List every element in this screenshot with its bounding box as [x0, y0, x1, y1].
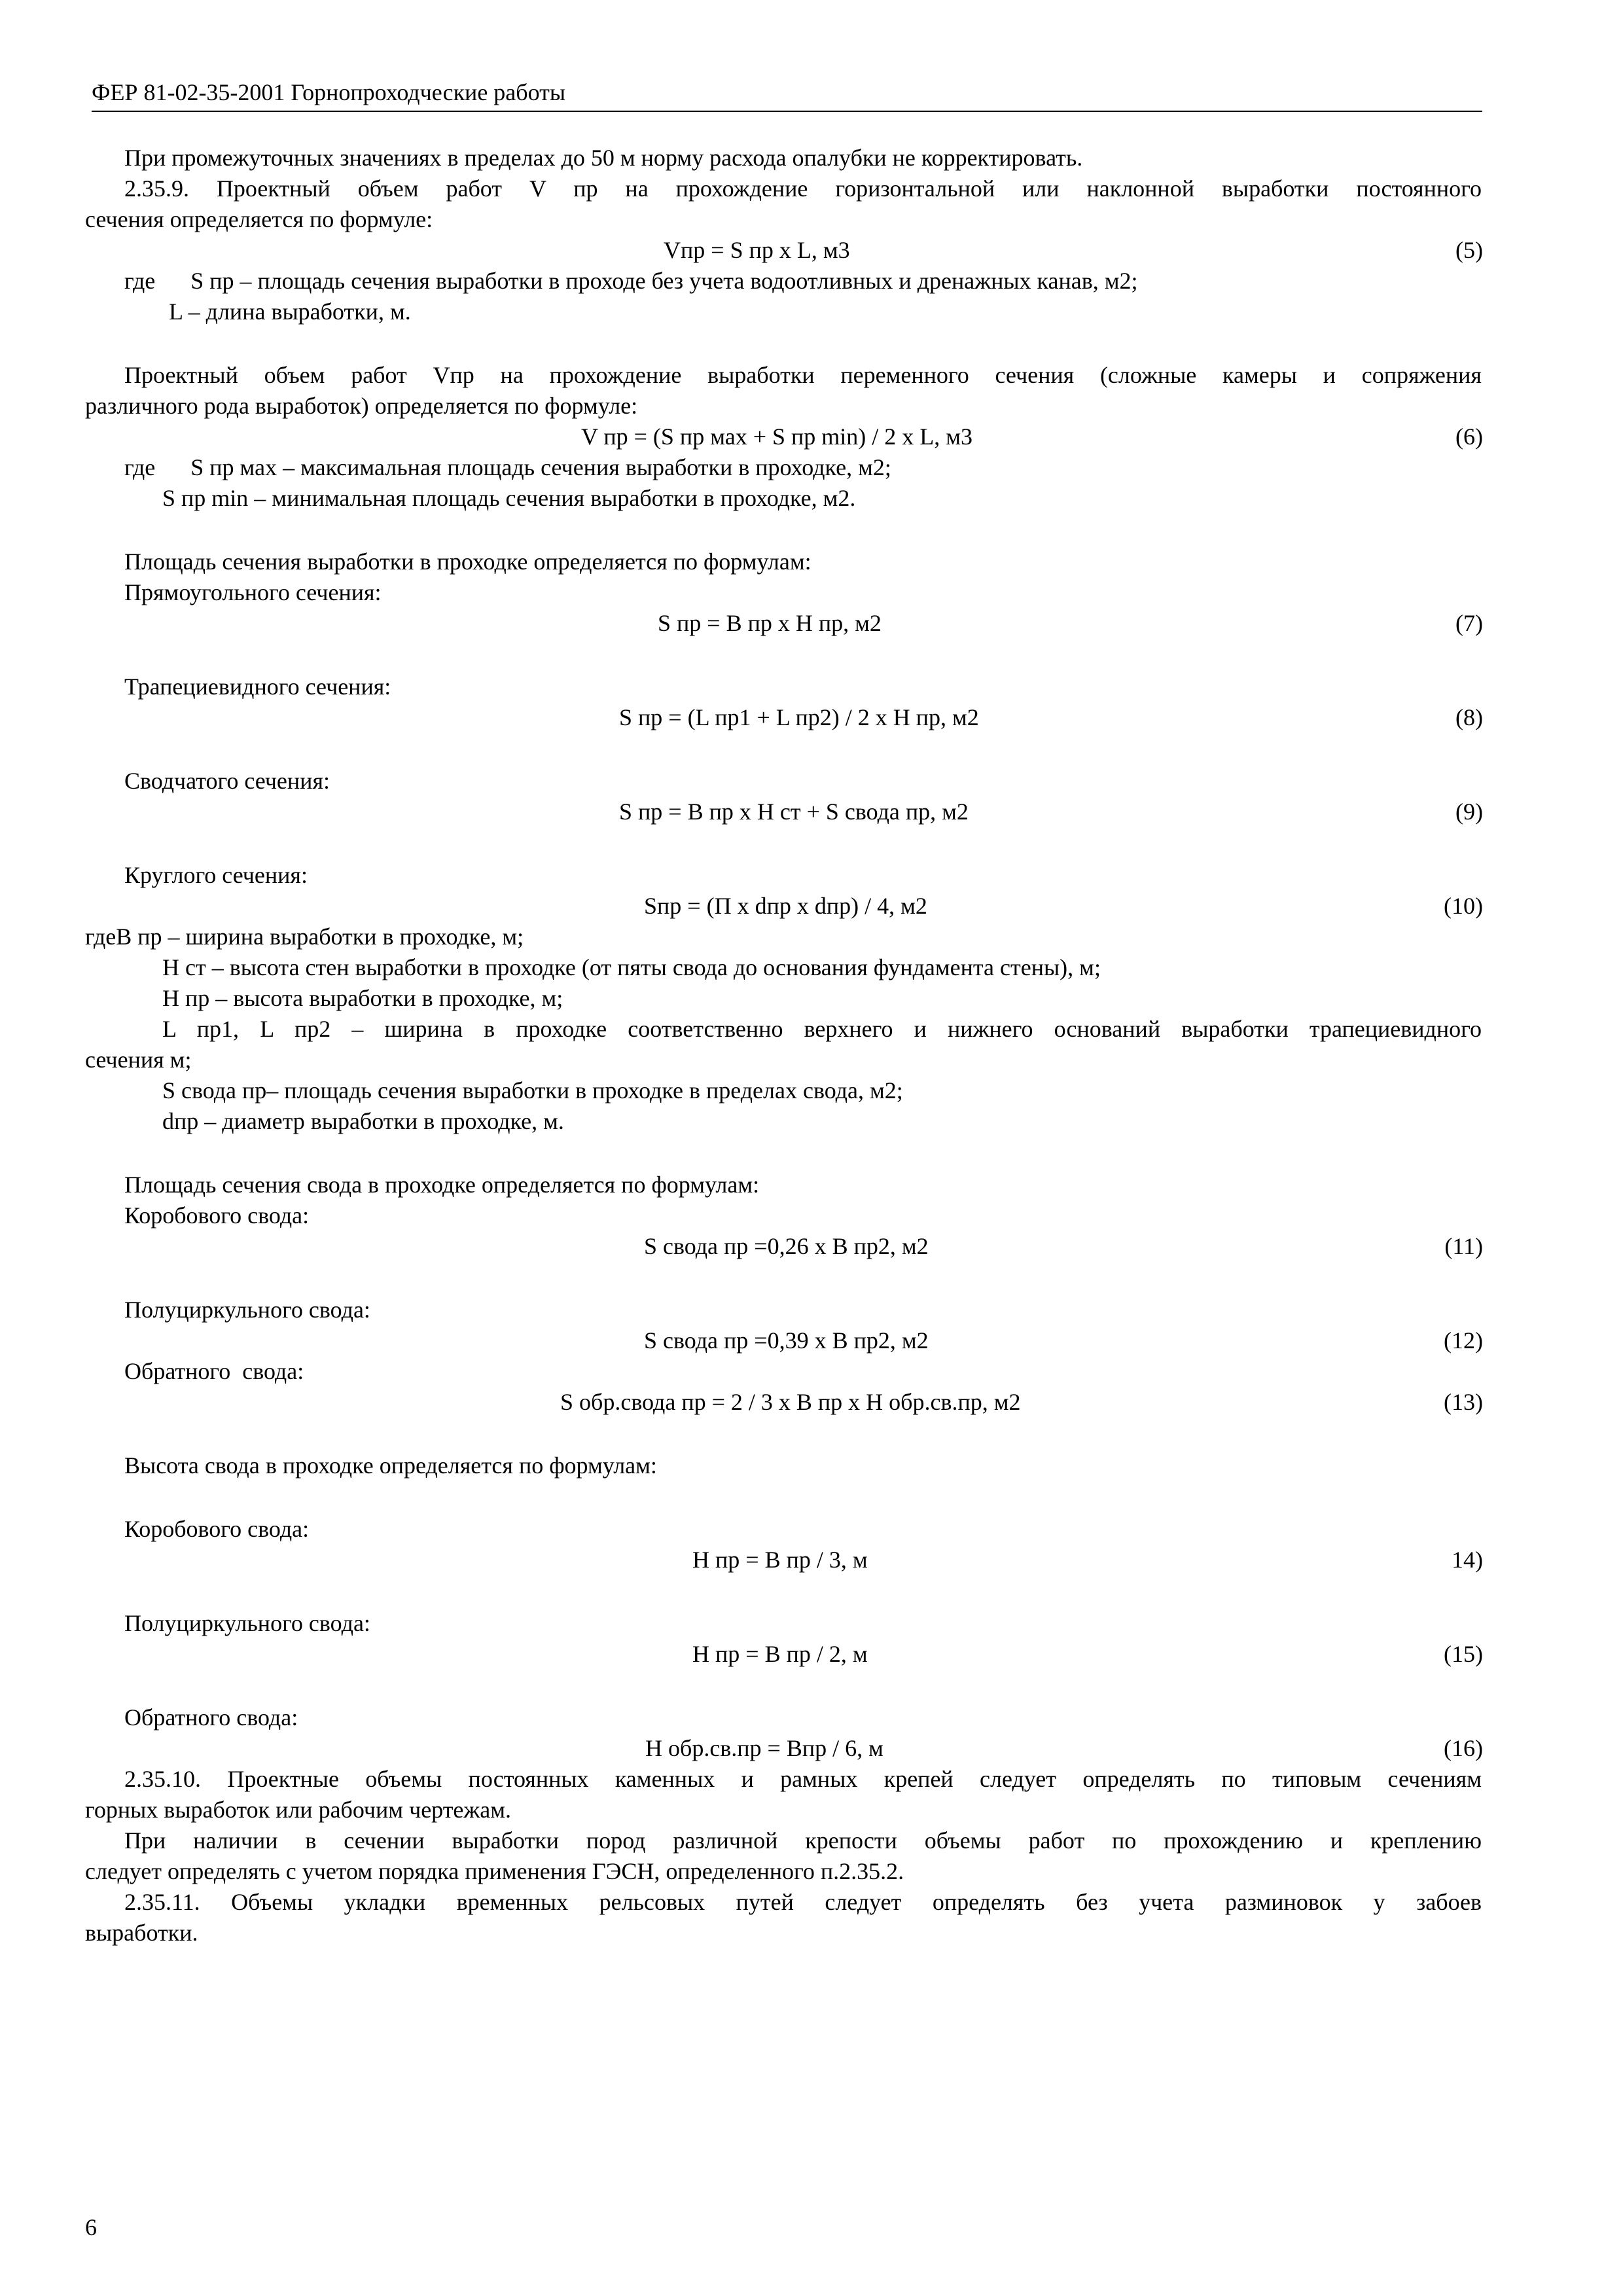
where-line: L – длина выработки, м.: [169, 298, 411, 325]
where-line: L пр1, L пр2 – ширина в проходке соответственно верхнего и нижнего оснований выработки трапециевидного: [162, 1016, 1482, 1042]
section-heading: Сводчатого сечения:: [124, 768, 330, 794]
formula-number-13: (13): [1444, 1389, 1483, 1415]
formula-number-11: (11): [1444, 1233, 1483, 1259]
where-line: гдеB пр – ширина выработки в проходке, м;: [85, 924, 524, 950]
formula-16: Н обр.св.пр = Bпр / 6, м: [645, 1735, 883, 1761]
section-heading: Коробового свода:: [124, 1202, 310, 1229]
formula-number-6: (6): [1455, 423, 1483, 450]
where-line: dпр – диаметр выработки в проходке, м.: [162, 1108, 564, 1134]
formula-11: S свода пр =0,26 х B пр2, м2: [644, 1233, 929, 1259]
formula-10: Sпр = (П х dпр х dпр) / 4, м2: [644, 893, 927, 919]
paragraph-line: сечения определяется по формуле:: [85, 206, 433, 232]
section-heading: Полуциркульного свода:: [124, 1610, 370, 1636]
section-heading: Прямоугольного сечения:: [124, 579, 382, 605]
formula-number-15: (15): [1444, 1641, 1483, 1667]
paragraph-line: Проектный объем работ Vпр на прохождение выработки переменного сечения (сложные камеры и сопряжения: [124, 362, 1482, 388]
section-heading: Полуциркульного свода:: [124, 1297, 370, 1323]
paragraph-line: 2.35.11. Объемы укладки временных рельсовых путей следует определять без учета разминовок у забоев: [124, 1889, 1482, 1915]
formula-9: S пр = B пр х Н ст + S свода пр, м2: [619, 798, 969, 825]
where-line: Н ст – высота стен выработки в проходке (от пяты свода до основания фундамента стены), м;: [162, 954, 1101, 980]
formula-8: S пр = (L пр1 + L пр2) / 2 х Н пр, м2: [619, 704, 979, 730]
page-number: 6: [85, 2214, 97, 2240]
where-line: S свода пр– площадь сечения выработки в проходке в пределах свода, м2;: [162, 1077, 903, 1103]
paragraph-line: выработки.: [85, 1920, 198, 1946]
section-heading: Круглого сечения:: [124, 862, 308, 888]
paragraph-line: горных выработок или рабочим чертежам.: [85, 1797, 512, 1823]
formula-number-10: (10): [1444, 893, 1483, 919]
formula-number-14: 14): [1452, 1547, 1483, 1573]
page-header: ФЕР 81-02-35-2001 Горнопроходческие работы: [92, 77, 1482, 112]
formula-number-5: (5): [1455, 237, 1483, 263]
formula-12: S свода пр =0,39 х B пр2, м2: [644, 1327, 929, 1354]
formula-14: Н пр = B пр / 3, м: [692, 1547, 868, 1573]
paragraph-line: При промежуточных значениях в пределах до 50 м норму расхода опалубки не корректировать.: [124, 145, 1083, 171]
section-heading: Обратного свода:: [124, 1704, 298, 1731]
paragraph-line: Площадь сечения свода в проходке определяется по формулам:: [124, 1172, 760, 1198]
section-heading: Коробового свода:: [124, 1516, 310, 1542]
formula-15: Н пр = B пр / 2, м: [692, 1641, 868, 1667]
formula-13: S обр.свода пр = 2 / 3 х B пр х Н обр.св.пр, м2: [560, 1389, 1021, 1415]
formula-6: V пр = (S пр мах + S пр min) / 2 х L, м3: [581, 423, 973, 450]
formula-number-16: (16): [1444, 1735, 1483, 1761]
where-line: где S пр – площадь сечения выработки в проходе без учета водоотливных и дренажных канав, м2;: [124, 268, 1138, 294]
formula-number-9: (9): [1455, 798, 1483, 825]
formula-number-12: (12): [1444, 1327, 1483, 1354]
paragraph-line: 2.35.9. Проектный объем работ V пр на прохождение горизонтальной или наклонной выработки постоянного: [124, 175, 1482, 202]
where-line: сечения м;: [85, 1047, 192, 1073]
formula-5: Vпр = S пр х L, м3: [664, 237, 850, 263]
formula-number-8: (8): [1455, 704, 1483, 730]
where-line: где S пр мах – максимальная площадь сечения выработки в проходке, м2;: [124, 454, 891, 480]
where-line: S пр min – минимальная площадь сечения выработки в проходке, м2.: [162, 485, 856, 511]
paragraph-line: различного рода выработок) определяется по формуле:: [85, 393, 638, 419]
section-heading: Трапециевидного сечения:: [124, 673, 391, 700]
paragraph-line: При наличии в сечении выработки пород различной крепости объемы работ по прохождению и креплению: [124, 1827, 1482, 1854]
formula-number-7: (7): [1455, 610, 1483, 636]
paragraph-line: 2.35.10. Проектные объемы постоянных каменных и рамных крепей следует определять по типовым сечениям: [124, 1766, 1482, 1792]
where-line: Н пр – высота выработки в проходке, м;: [162, 985, 563, 1011]
paragraph-line: Площадь сечения выработки в проходке определяется по формулам:: [124, 548, 812, 575]
formula-7: S пр = B пр х Н пр, м2: [658, 610, 882, 636]
paragraph-line: Высота свода в проходке определяется по формулам:: [124, 1452, 657, 1479]
paragraph-line: следует определять с учетом порядка применения ГЭСН, определенного п.2.35.2.: [85, 1858, 904, 1884]
section-heading: Обратного свода:: [124, 1358, 304, 1384]
